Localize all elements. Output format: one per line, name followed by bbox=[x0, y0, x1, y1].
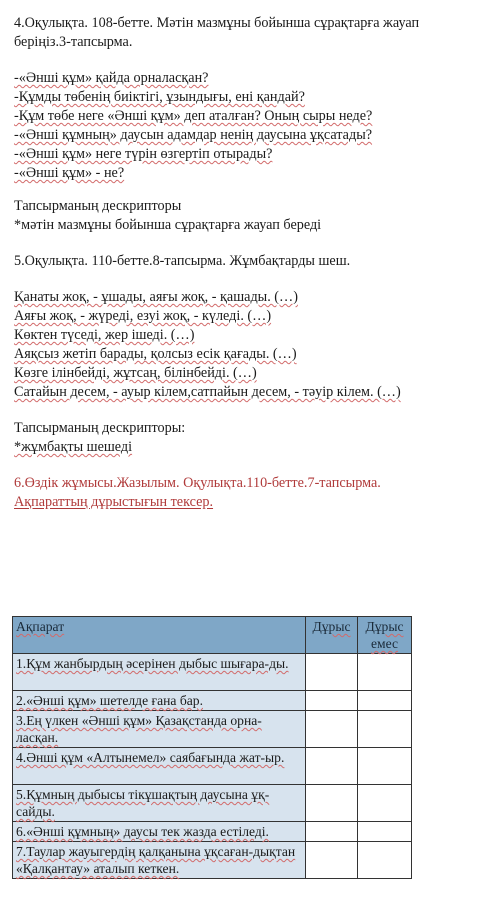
incorrect-answer-cell[interactable] bbox=[358, 711, 412, 748]
correct-answer-cell[interactable] bbox=[306, 711, 358, 748]
statement-cell: 3.Ең үлкен «Әнші құм» Қазақстанда орна-ласқан. bbox=[13, 711, 306, 748]
statement-cell: 4.Әнші құм «Алтынемел» саябағында жат-ыр. bbox=[13, 748, 306, 785]
statement-cell: 1.Құм жанбырдың әсерінен дыбыс шығара-ды. bbox=[13, 654, 306, 691]
statement-cell: 5.Құмның дыбысы тікұшақтың даусына ұқ-сайды. bbox=[13, 785, 306, 822]
table-row bbox=[13, 654, 412, 691]
question-item: -«Әнші құм» - не? bbox=[14, 165, 125, 181]
task5-title: 5.Оқулықта. 110-бетте.8-тапсырма. Жұмбақтарды шеш. bbox=[14, 253, 351, 269]
statement-cell: 2.«Әнші құм» шетелде ғана бар. bbox=[13, 691, 306, 711]
incorrect-answer-cell[interactable] bbox=[358, 842, 412, 879]
statement-cell: 6.«Әнші құмның» даусы тек жазда естіледі. bbox=[13, 822, 306, 842]
fact-check-table bbox=[12, 616, 412, 879]
correct-answer-cell[interactable] bbox=[306, 654, 358, 691]
question-item: -«Әнші құм» қайда орналасқан? bbox=[14, 70, 209, 86]
table-row bbox=[13, 691, 412, 711]
table-row bbox=[13, 711, 412, 748]
correct-answer-cell[interactable] bbox=[306, 785, 358, 822]
riddle-item: Көзге ілінбейді, жұтсаң, білінбейді. (…) bbox=[14, 365, 257, 381]
task4-descriptor-title: Тапсырманың дескрипторы bbox=[14, 198, 182, 214]
table-row bbox=[13, 842, 412, 879]
riddle-item: Аяқсыз жетіп барады, қолсыз есік қағады. (…) bbox=[14, 346, 297, 362]
task5-descriptor-title: Тапсырманың дескрипторы: bbox=[14, 420, 186, 436]
statement-cell: 7.Таулар жауыгердің қалқанына ұқсаған-дықтан «Қалқантау» аталып кеткен. bbox=[13, 842, 306, 879]
correct-answer-cell[interactable] bbox=[306, 822, 358, 842]
table-row bbox=[13, 822, 412, 842]
question-item: -«Әнші құмның» даусын адамдар ненің даусына ұқсатады? bbox=[14, 127, 373, 143]
riddle-item: Аяғы жоқ, - жүреді, езуі жоқ, - күледі. (…) bbox=[14, 308, 272, 324]
task5-descriptor: *жұмбақты шешеді bbox=[14, 439, 133, 455]
correct-answer-cell[interactable] bbox=[306, 691, 358, 711]
incorrect-answer-cell[interactable] bbox=[358, 785, 412, 822]
table-row bbox=[13, 748, 412, 785]
task4-line1: 4.Оқулықта. 108-бетте. Мәтін мазмұны бойынша сұрақтарға жауап bbox=[14, 15, 420, 31]
table-header-row bbox=[13, 617, 412, 654]
riddle-item: Қанаты жоқ, - ұшады, аяғы жоқ, - қашады. (…) bbox=[14, 289, 298, 305]
question-item: -«Әнші құм» неге түрін өзгертіп отырады? bbox=[14, 146, 273, 162]
incorrect-answer-cell[interactable] bbox=[358, 748, 412, 785]
task4-questions bbox=[14, 69, 490, 183]
header-info: Ақпарат bbox=[13, 617, 306, 654]
correct-answer-cell[interactable] bbox=[306, 748, 358, 785]
incorrect-answer-cell[interactable] bbox=[358, 822, 412, 842]
header-correct: Дұрыс bbox=[306, 617, 358, 654]
header-incorrect: Дұрыс емес bbox=[358, 617, 412, 654]
incorrect-answer-cell[interactable] bbox=[358, 654, 412, 691]
question-item: -Құм төбе неге «Әнші құм» деп аталған? Оның сыры неде? bbox=[14, 108, 373, 124]
task5-riddles bbox=[14, 288, 490, 402]
incorrect-answer-cell[interactable] bbox=[358, 691, 412, 711]
riddle-item: Сатайын десем, - ауыр кілем,сатпайын десем, - тәуір кілем. (…) bbox=[14, 384, 401, 400]
table-row bbox=[13, 785, 412, 822]
task6-line1: 6.Өздік жұмысы.Жазылым. Оқулықта.110-бетте.7-тапсырма. bbox=[14, 475, 381, 491]
task4-line2: беріңіз.3-тапсырма. bbox=[14, 34, 133, 50]
task6-line2: Ақпараттың дұрыстығын тексер. bbox=[14, 494, 214, 510]
task4-descriptor: *мәтін мазмұны бойынша сұрақтарға жауап береді bbox=[14, 217, 322, 233]
correct-answer-cell[interactable] bbox=[306, 842, 358, 879]
riddle-item: Көктен түседі, жер ішеді. (…) bbox=[14, 327, 195, 343]
question-item: -Құмды төбенің биіктігі, ұзындығы, ені қандай? bbox=[14, 89, 305, 105]
